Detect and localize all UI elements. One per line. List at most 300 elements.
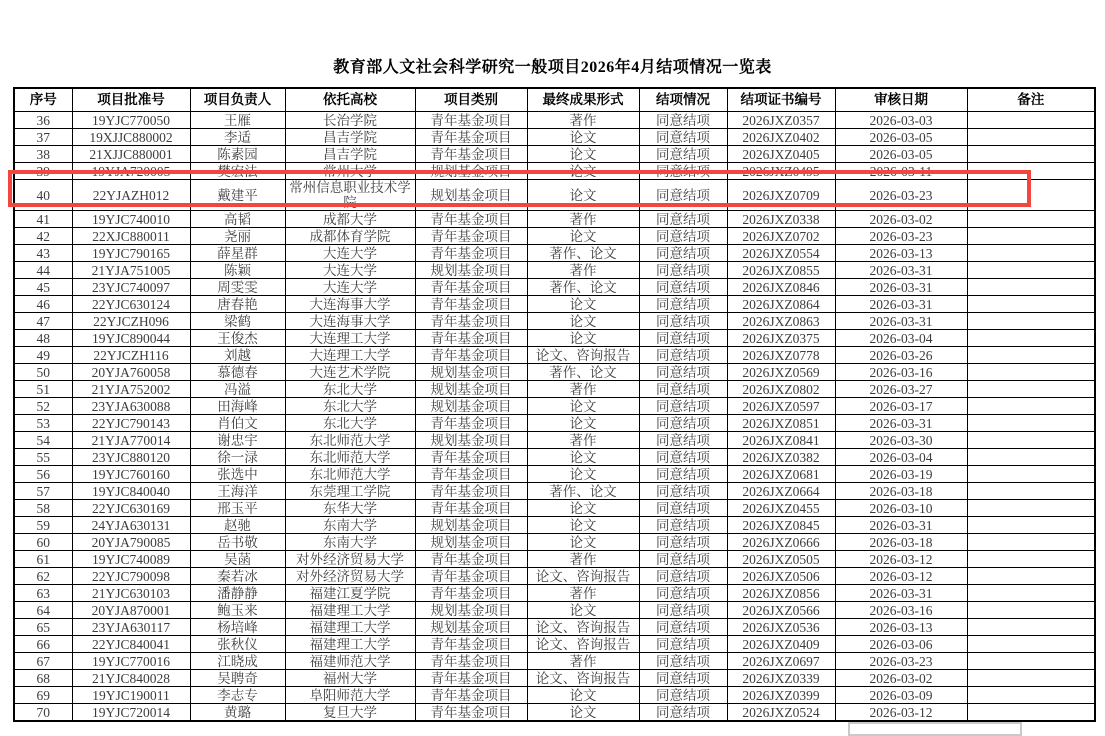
cell-category: 青年基金项目 bbox=[415, 296, 527, 313]
cell-category: 青年基金项目 bbox=[415, 500, 527, 517]
cell-seq: 61 bbox=[14, 551, 72, 568]
table-row bbox=[14, 602, 1095, 619]
cell-category: 青年基金项目 bbox=[415, 687, 527, 704]
cell-result_form: 论文、咨询报告 bbox=[527, 636, 639, 653]
cell-university: 大连大学 bbox=[285, 245, 415, 262]
cell-review_date: 2026-03-31 bbox=[835, 313, 967, 330]
cell-category: 青年基金项目 bbox=[415, 347, 527, 364]
cell-approval_no: 19YJC190011 bbox=[72, 687, 190, 704]
cell-review_date: 2026-03-12 bbox=[835, 568, 967, 585]
cell-status: 同意结项 bbox=[639, 364, 727, 381]
cell-seq: 50 bbox=[14, 364, 72, 381]
cell-university: 东南大学 bbox=[285, 534, 415, 551]
cell-leader: 张选中 bbox=[190, 466, 285, 483]
table-row bbox=[14, 296, 1095, 313]
cell-remark bbox=[967, 483, 1095, 500]
cell-review_date: 2026-03-23 bbox=[835, 653, 967, 670]
cell-university: 常州大学 bbox=[285, 163, 415, 180]
cell-approval_no: 23YJA630117 bbox=[72, 619, 190, 636]
cell-status: 同意结项 bbox=[639, 449, 727, 466]
cell-result_form: 论文 bbox=[527, 687, 639, 704]
cell-cert_no: 2026JXZ0851 bbox=[727, 415, 835, 432]
cell-leader: 王雁 bbox=[190, 112, 285, 129]
cell-review_date: 2026-03-31 bbox=[835, 415, 967, 432]
cell-leader: 江晓成 bbox=[190, 653, 285, 670]
cell-status: 同意结项 bbox=[639, 466, 727, 483]
cell-leader: 岳书敬 bbox=[190, 534, 285, 551]
cell-category: 青年基金项目 bbox=[415, 483, 527, 500]
cell-result_form: 著作、论文 bbox=[527, 483, 639, 500]
cell-seq: 67 bbox=[14, 653, 72, 670]
cell-status: 同意结项 bbox=[639, 330, 727, 347]
cell-seq: 48 bbox=[14, 330, 72, 347]
column-header-8: 审核日期 bbox=[835, 88, 967, 112]
cell-leader: 王海洋 bbox=[190, 483, 285, 500]
table-row bbox=[14, 551, 1095, 568]
cell-status: 同意结项 bbox=[639, 262, 727, 279]
cell-review_date: 2026-03-16 bbox=[835, 364, 967, 381]
cell-remark bbox=[967, 432, 1095, 449]
cell-review_date: 2026-03-30 bbox=[835, 432, 967, 449]
completion-status-table bbox=[13, 87, 1096, 722]
cell-result_form: 论文 bbox=[527, 602, 639, 619]
cell-approval_no: 22YJAZH012 bbox=[72, 180, 190, 211]
cell-university: 福州大学 bbox=[285, 670, 415, 687]
table-row bbox=[14, 687, 1095, 704]
cell-review_date: 2026-03-03 bbox=[835, 112, 967, 129]
cell-result_form: 论文 bbox=[527, 415, 639, 432]
cell-approval_no: 22YJC790143 bbox=[72, 415, 190, 432]
cell-review_date: 2026-03-27 bbox=[835, 381, 967, 398]
cell-cert_no: 2026JXZ0536 bbox=[727, 619, 835, 636]
column-header-0: 序号 bbox=[14, 88, 72, 112]
cell-result_form: 论文、咨询报告 bbox=[527, 670, 639, 687]
cell-status: 同意结项 bbox=[639, 146, 727, 163]
table-row bbox=[14, 211, 1095, 228]
cell-category: 青年基金项目 bbox=[415, 636, 527, 653]
cell-result_form: 论文 bbox=[527, 313, 639, 330]
cell-university: 东莞理工学院 bbox=[285, 483, 415, 500]
page-title: 教育部人文社会科学研究一般项目2026年4月结项情况一览表 bbox=[333, 59, 772, 76]
cell-review_date: 2026-03-23 bbox=[835, 228, 967, 245]
cell-seq: 43 bbox=[14, 245, 72, 262]
cell-cert_no: 2026JXZ0409 bbox=[727, 636, 835, 653]
cell-cert_no: 2026JXZ0664 bbox=[727, 483, 835, 500]
cell-approval_no: 23YJC740097 bbox=[72, 279, 190, 296]
cell-cert_no: 2026JXZ0566 bbox=[727, 602, 835, 619]
cell-result_form: 论文 bbox=[527, 228, 639, 245]
cell-approval_no: 21YJA770014 bbox=[72, 432, 190, 449]
table-row bbox=[14, 279, 1095, 296]
cell-leader: 梁鹤 bbox=[190, 313, 285, 330]
cell-result_form: 著作 bbox=[527, 653, 639, 670]
cell-result_form: 论文 bbox=[527, 163, 639, 180]
cell-leader: 李适 bbox=[190, 129, 285, 146]
cell-category: 规划基金项目 bbox=[415, 398, 527, 415]
cell-remark bbox=[967, 262, 1095, 279]
cell-seq: 62 bbox=[14, 568, 72, 585]
cell-review_date: 2026-03-18 bbox=[835, 483, 967, 500]
cell-category: 规划基金项目 bbox=[415, 517, 527, 534]
cell-leader: 田海峰 bbox=[190, 398, 285, 415]
cell-seq: 41 bbox=[14, 211, 72, 228]
cell-category: 青年基金项目 bbox=[415, 670, 527, 687]
cell-seq: 49 bbox=[14, 347, 72, 364]
cell-approval_no: 20YJA870001 bbox=[72, 602, 190, 619]
cutoff-element bbox=[848, 722, 1022, 736]
cell-university: 福建江夏学院 bbox=[285, 585, 415, 602]
table-row bbox=[14, 330, 1095, 347]
cell-category: 规划基金项目 bbox=[415, 619, 527, 636]
table-row bbox=[14, 534, 1095, 551]
table-row bbox=[14, 670, 1095, 687]
cell-university: 对外经济贸易大学 bbox=[285, 568, 415, 585]
cell-cert_no: 2026JXZ0399 bbox=[727, 687, 835, 704]
cell-review_date: 2026-03-04 bbox=[835, 449, 967, 466]
cell-remark bbox=[967, 500, 1095, 517]
cell-leader: 樊宏法 bbox=[190, 163, 285, 180]
cell-leader: 赵驰 bbox=[190, 517, 285, 534]
table-row bbox=[14, 568, 1095, 585]
cell-leader: 李志专 bbox=[190, 687, 285, 704]
column-header-9: 备注 bbox=[967, 88, 1095, 112]
table-row bbox=[14, 619, 1095, 636]
cell-cert_no: 2026JXZ0841 bbox=[727, 432, 835, 449]
cell-result_form: 论文、咨询报告 bbox=[527, 568, 639, 585]
cell-review_date: 2026-03-12 bbox=[835, 551, 967, 568]
cell-cert_no: 2026JXZ0681 bbox=[727, 466, 835, 483]
cell-review_date: 2026-03-02 bbox=[835, 211, 967, 228]
cell-status: 同意结项 bbox=[639, 211, 727, 228]
cell-university: 东北大学 bbox=[285, 398, 415, 415]
cell-category: 青年基金项目 bbox=[415, 415, 527, 432]
cell-university: 常州信息职业技术学院 bbox=[285, 180, 415, 211]
cell-leader: 谢忠宇 bbox=[190, 432, 285, 449]
cell-remark bbox=[967, 449, 1095, 466]
cell-seq: 56 bbox=[14, 466, 72, 483]
cell-category: 规划基金项目 bbox=[415, 381, 527, 398]
cell-category: 规划基金项目 bbox=[415, 364, 527, 381]
cell-seq: 66 bbox=[14, 636, 72, 653]
cell-category: 青年基金项目 bbox=[415, 653, 527, 670]
table-row bbox=[14, 449, 1095, 466]
cell-seq: 55 bbox=[14, 449, 72, 466]
cell-leader: 徐一渌 bbox=[190, 449, 285, 466]
cell-category: 规划基金项目 bbox=[415, 534, 527, 551]
cell-remark bbox=[967, 364, 1095, 381]
cell-approval_no: 19YJC790165 bbox=[72, 245, 190, 262]
cell-result_form: 论文 bbox=[527, 129, 639, 146]
cell-remark bbox=[967, 228, 1095, 245]
cell-result_form: 著作 bbox=[527, 262, 639, 279]
cell-seq: 59 bbox=[14, 517, 72, 534]
cell-result_form: 著作 bbox=[527, 551, 639, 568]
cell-university: 福建理工大学 bbox=[285, 619, 415, 636]
table-row bbox=[14, 636, 1095, 653]
cell-category: 青年基金项目 bbox=[415, 313, 527, 330]
cell-seq: 52 bbox=[14, 398, 72, 415]
cell-review_date: 2026-03-31 bbox=[835, 262, 967, 279]
cell-university: 复旦大学 bbox=[285, 704, 415, 722]
cell-remark bbox=[967, 687, 1095, 704]
cell-review_date: 2026-03-31 bbox=[835, 296, 967, 313]
cell-status: 同意结项 bbox=[639, 500, 727, 517]
cell-remark bbox=[967, 129, 1095, 146]
cell-status: 同意结项 bbox=[639, 432, 727, 449]
cell-cert_no: 2026JXZ0702 bbox=[727, 228, 835, 245]
cell-seq: 60 bbox=[14, 534, 72, 551]
cell-result_form: 著作 bbox=[527, 381, 639, 398]
cell-review_date: 2026-03-13 bbox=[835, 619, 967, 636]
cell-university: 大连大学 bbox=[285, 279, 415, 296]
cell-university: 福建理工大学 bbox=[285, 636, 415, 653]
cell-remark bbox=[967, 245, 1095, 262]
column-header-6: 结项情况 bbox=[639, 88, 727, 112]
table-row bbox=[14, 245, 1095, 262]
table-row bbox=[14, 180, 1095, 211]
cell-leader: 杨培峰 bbox=[190, 619, 285, 636]
cell-leader: 陈颖 bbox=[190, 262, 285, 279]
cell-review_date: 2026-03-17 bbox=[835, 398, 967, 415]
table-row bbox=[14, 517, 1095, 534]
cell-category: 青年基金项目 bbox=[415, 245, 527, 262]
cell-cert_no: 2026JXZ0505 bbox=[727, 551, 835, 568]
cell-university: 大连理工大学 bbox=[285, 330, 415, 347]
cell-result_form: 论文、咨询报告 bbox=[527, 347, 639, 364]
cell-seq: 53 bbox=[14, 415, 72, 432]
cell-remark bbox=[967, 585, 1095, 602]
cell-leader: 潘静静 bbox=[190, 585, 285, 602]
cell-review_date: 2026-03-31 bbox=[835, 279, 967, 296]
cell-approval_no: 21XJJC880001 bbox=[72, 146, 190, 163]
cell-cert_no: 2026JXZ0402 bbox=[727, 129, 835, 146]
cell-cert_no: 2026JXZ0405 bbox=[727, 146, 835, 163]
cell-result_form: 著作、论文 bbox=[527, 364, 639, 381]
cell-result_form: 著作 bbox=[527, 432, 639, 449]
cell-review_date: 2026-03-31 bbox=[835, 585, 967, 602]
cell-cert_no: 2026JXZ0855 bbox=[727, 262, 835, 279]
cell-remark bbox=[967, 534, 1095, 551]
cell-leader: 肖伯文 bbox=[190, 415, 285, 432]
cell-leader: 薛星群 bbox=[190, 245, 285, 262]
cell-category: 青年基金项目 bbox=[415, 449, 527, 466]
cell-cert_no: 2026JXZ0845 bbox=[727, 517, 835, 534]
cell-remark bbox=[967, 517, 1095, 534]
cell-remark bbox=[967, 347, 1095, 364]
cell-result_form: 论文 bbox=[527, 146, 639, 163]
cell-approval_no: 19YJC770016 bbox=[72, 653, 190, 670]
cell-category: 青年基金项目 bbox=[415, 568, 527, 585]
cell-seq: 47 bbox=[14, 313, 72, 330]
table-row bbox=[14, 415, 1095, 432]
cell-remark bbox=[967, 211, 1095, 228]
cell-cert_no: 2026JXZ0863 bbox=[727, 313, 835, 330]
cell-approval_no: 19YJC890044 bbox=[72, 330, 190, 347]
cell-seq: 38 bbox=[14, 146, 72, 163]
cell-review_date: 2026-03-12 bbox=[835, 704, 967, 722]
cell-approval_no: 23YJA630088 bbox=[72, 398, 190, 415]
cell-result_form: 著作 bbox=[527, 585, 639, 602]
cell-remark bbox=[967, 551, 1095, 568]
cell-seq: 40 bbox=[14, 180, 72, 211]
table-row bbox=[14, 364, 1095, 381]
cell-category: 青年基金项目 bbox=[415, 585, 527, 602]
cell-approval_no: 21YJC630103 bbox=[72, 585, 190, 602]
cell-status: 同意结项 bbox=[639, 279, 727, 296]
cell-review_date: 2026-03-04 bbox=[835, 330, 967, 347]
table-row bbox=[14, 585, 1095, 602]
cell-seq: 51 bbox=[14, 381, 72, 398]
cell-seq: 69 bbox=[14, 687, 72, 704]
cell-university: 东华大学 bbox=[285, 500, 415, 517]
cell-result_form: 论文、咨询报告 bbox=[527, 619, 639, 636]
cell-cert_no: 2026JXZ0597 bbox=[727, 398, 835, 415]
cell-university: 对外经济贸易大学 bbox=[285, 551, 415, 568]
cell-approval_no: 19YJC720014 bbox=[72, 704, 190, 722]
table-row bbox=[14, 653, 1095, 670]
cell-result_form: 著作、论文 bbox=[527, 245, 639, 262]
cell-status: 同意结项 bbox=[639, 245, 727, 262]
table-row bbox=[14, 466, 1095, 483]
cell-status: 同意结项 bbox=[639, 704, 727, 722]
cell-status: 同意结项 bbox=[639, 636, 727, 653]
cell-leader: 唐春艳 bbox=[190, 296, 285, 313]
cell-cert_no: 2026JXZ0569 bbox=[727, 364, 835, 381]
cell-status: 同意结项 bbox=[639, 585, 727, 602]
table-header-row bbox=[14, 88, 1095, 112]
cell-approval_no: 19YJC760160 bbox=[72, 466, 190, 483]
cell-cert_no: 2026JXZ0864 bbox=[727, 296, 835, 313]
cell-category: 青年基金项目 bbox=[415, 704, 527, 722]
cell-status: 同意结项 bbox=[639, 381, 727, 398]
cell-remark bbox=[967, 296, 1095, 313]
cell-remark bbox=[967, 636, 1095, 653]
cell-approval_no: 21YJC840028 bbox=[72, 670, 190, 687]
cell-category: 规划基金项目 bbox=[415, 180, 527, 211]
cell-remark bbox=[967, 568, 1095, 585]
cell-university: 成都大学 bbox=[285, 211, 415, 228]
cell-leader: 冯溢 bbox=[190, 381, 285, 398]
table-row bbox=[14, 129, 1095, 146]
cell-approval_no: 19YJC770050 bbox=[72, 112, 190, 129]
cell-category: 青年基金项目 bbox=[415, 466, 527, 483]
cell-result_form: 著作 bbox=[527, 112, 639, 129]
cell-leader: 周雯雯 bbox=[190, 279, 285, 296]
cell-status: 同意结项 bbox=[639, 602, 727, 619]
cell-approval_no: 20YJA760058 bbox=[72, 364, 190, 381]
cell-status: 同意结项 bbox=[639, 415, 727, 432]
cell-seq: 42 bbox=[14, 228, 72, 245]
cell-leader: 高韬 bbox=[190, 211, 285, 228]
cell-cert_no: 2026JXZ0697 bbox=[727, 653, 835, 670]
cell-review_date: 2026-03-05 bbox=[835, 129, 967, 146]
cell-status: 同意结项 bbox=[639, 568, 727, 585]
cell-cert_no: 2026JXZ0778 bbox=[727, 347, 835, 364]
column-header-1: 项目批准号 bbox=[72, 88, 190, 112]
cell-cert_no: 2026JXZ0846 bbox=[727, 279, 835, 296]
cell-category: 规划基金项目 bbox=[415, 163, 527, 180]
cell-seq: 64 bbox=[14, 602, 72, 619]
cell-status: 同意结项 bbox=[639, 112, 727, 129]
cell-cert_no: 2026JXZ0802 bbox=[727, 381, 835, 398]
cell-status: 同意结项 bbox=[639, 483, 727, 500]
table-row bbox=[14, 500, 1095, 517]
cell-status: 同意结项 bbox=[639, 687, 727, 704]
cell-status: 同意结项 bbox=[639, 180, 727, 211]
cell-university: 东北师范大学 bbox=[285, 449, 415, 466]
cell-category: 规划基金项目 bbox=[415, 432, 527, 449]
cell-university: 东北师范大学 bbox=[285, 432, 415, 449]
cell-approval_no: 22XJC880011 bbox=[72, 228, 190, 245]
cell-leader: 吴聘奇 bbox=[190, 670, 285, 687]
column-header-4: 项目类别 bbox=[415, 88, 527, 112]
cell-status: 同意结项 bbox=[639, 313, 727, 330]
cell-remark bbox=[967, 146, 1095, 163]
table-row bbox=[14, 163, 1095, 180]
cell-result_form: 论文 bbox=[527, 466, 639, 483]
cell-cert_no: 2026JXZ0382 bbox=[727, 449, 835, 466]
cell-approval_no: 22YJC790098 bbox=[72, 568, 190, 585]
column-header-3: 依托高校 bbox=[285, 88, 415, 112]
cell-result_form: 论文 bbox=[527, 449, 639, 466]
cell-cert_no: 2026JXZ0666 bbox=[727, 534, 835, 551]
cell-seq: 58 bbox=[14, 500, 72, 517]
cell-result_form: 论文 bbox=[527, 330, 639, 347]
table-row bbox=[14, 483, 1095, 500]
cell-result_form: 论文 bbox=[527, 500, 639, 517]
cell-cert_no: 2026JXZ0554 bbox=[727, 245, 835, 262]
cell-seq: 44 bbox=[14, 262, 72, 279]
cell-cert_no: 2026JXZ0357 bbox=[727, 112, 835, 129]
cell-approval_no: 21YJA752002 bbox=[72, 381, 190, 398]
cell-leader: 刘越 bbox=[190, 347, 285, 364]
cell-remark bbox=[967, 704, 1095, 722]
cell-remark bbox=[967, 466, 1095, 483]
column-header-2: 项目负责人 bbox=[190, 88, 285, 112]
cell-leader: 邢玉平 bbox=[190, 500, 285, 517]
cell-seq: 54 bbox=[14, 432, 72, 449]
cell-status: 同意结项 bbox=[639, 551, 727, 568]
cell-cert_no: 2026JXZ0856 bbox=[727, 585, 835, 602]
cell-leader: 张秋仪 bbox=[190, 636, 285, 653]
cell-review_date: 2026-03-09 bbox=[835, 687, 967, 704]
cell-status: 同意结项 bbox=[639, 534, 727, 551]
cell-remark bbox=[967, 330, 1095, 347]
cell-category: 青年基金项目 bbox=[415, 330, 527, 347]
cell-university: 东北大学 bbox=[285, 381, 415, 398]
cell-cert_no: 2026JXZ0709 bbox=[727, 180, 835, 211]
cell-leader: 王俊杰 bbox=[190, 330, 285, 347]
table-row bbox=[14, 146, 1095, 163]
cell-seq: 65 bbox=[14, 619, 72, 636]
cell-status: 同意结项 bbox=[639, 347, 727, 364]
cell-approval_no: 22YJCZH116 bbox=[72, 347, 190, 364]
cell-leader: 陈素园 bbox=[190, 146, 285, 163]
cell-remark bbox=[967, 653, 1095, 670]
cell-approval_no: 22YJC840041 bbox=[72, 636, 190, 653]
cell-category: 青年基金项目 bbox=[415, 211, 527, 228]
cell-seq: 57 bbox=[14, 483, 72, 500]
table-body bbox=[14, 112, 1095, 722]
cell-remark bbox=[967, 313, 1095, 330]
cell-approval_no: 19XJJC880002 bbox=[72, 129, 190, 146]
cell-university: 昌吉学院 bbox=[285, 129, 415, 146]
cell-seq: 36 bbox=[14, 112, 72, 129]
table-row bbox=[14, 262, 1095, 279]
cell-seq: 37 bbox=[14, 129, 72, 146]
cell-university: 阜阳师范大学 bbox=[285, 687, 415, 704]
cell-leader: 吴菡 bbox=[190, 551, 285, 568]
